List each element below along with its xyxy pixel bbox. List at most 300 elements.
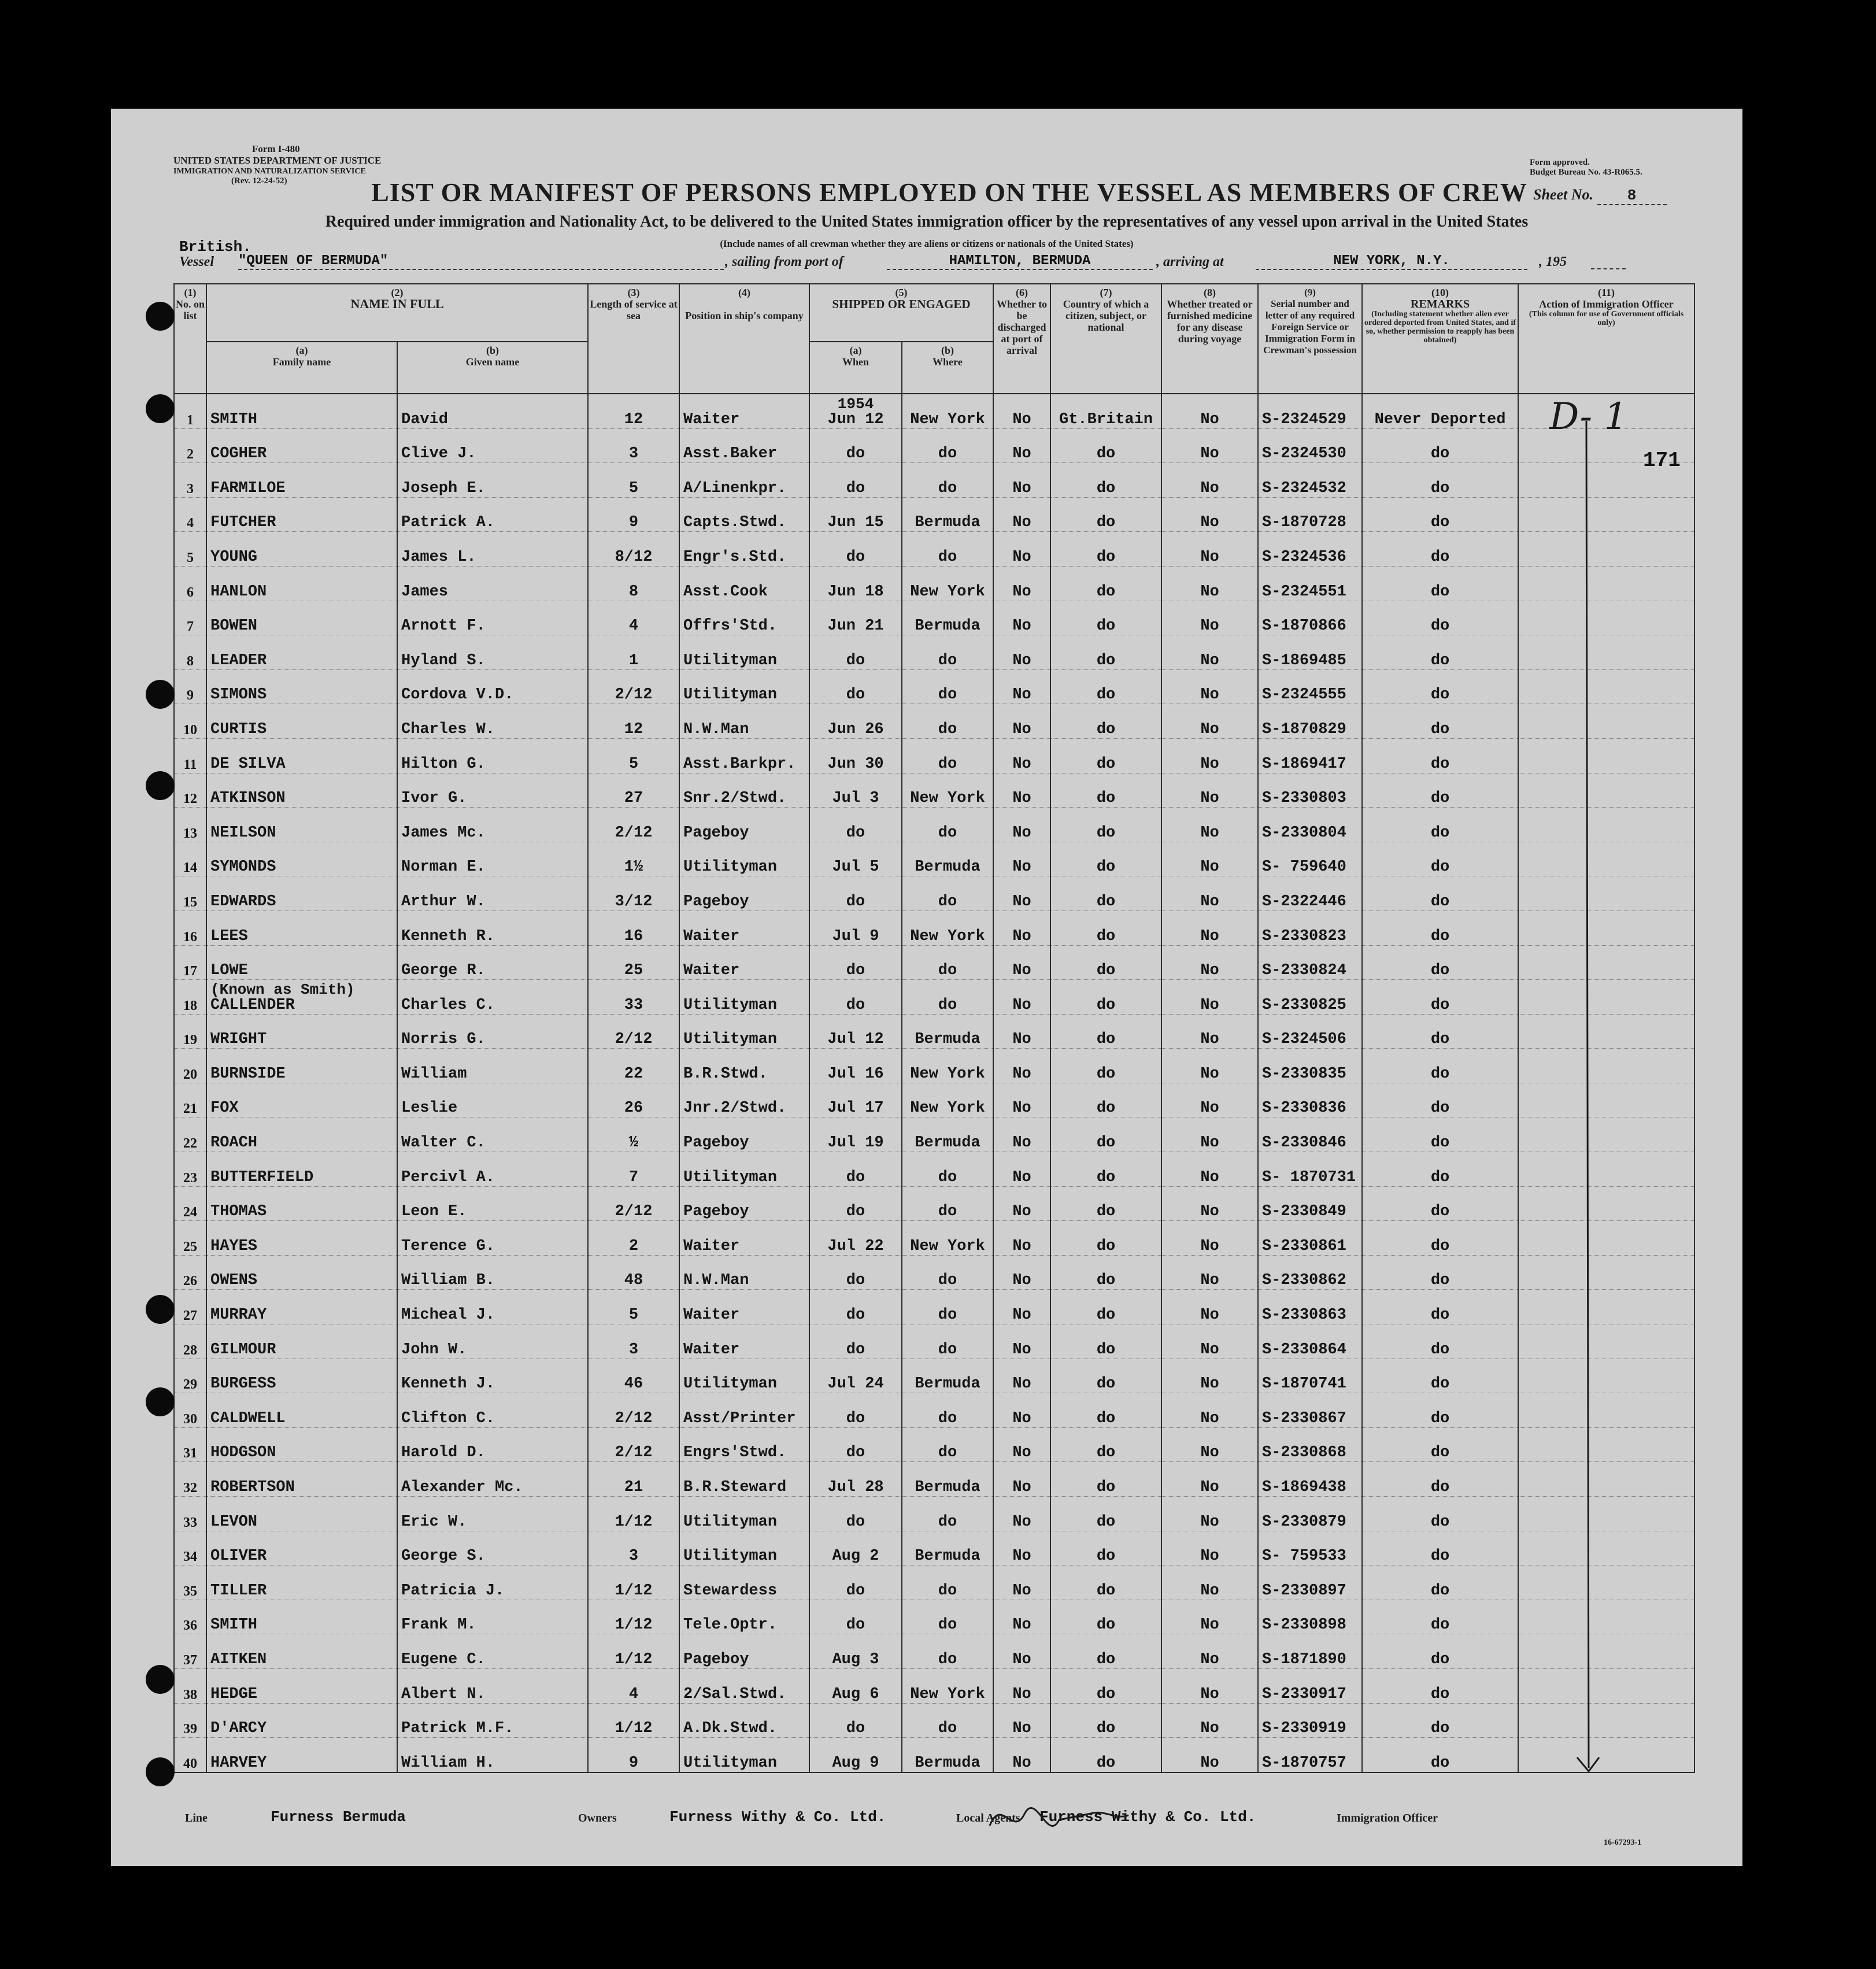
position: Asst.Barkpr.: [679, 738, 809, 773]
medicine: No: [1161, 428, 1258, 463]
country: do: [1050, 1221, 1161, 1256]
row-number: 27: [174, 1290, 206, 1324]
given-name: Arthur W.: [397, 876, 588, 911]
row-number: 9: [174, 669, 206, 704]
position: Utilityman: [679, 1497, 809, 1531]
family-name: BUTTERFIELD: [206, 1152, 397, 1187]
shipped-where: do: [902, 704, 993, 739]
remarks: do: [1362, 1427, 1518, 1462]
vessel-name: "QUEEN OF BERMUDA": [238, 253, 724, 270]
agents-value: Furness Withy & Co. Ltd.: [1039, 1808, 1256, 1826]
medicine: No: [1161, 1531, 1258, 1565]
family-name: LEES: [206, 911, 397, 945]
remarks: do: [1362, 773, 1518, 808]
family-name: WRIGHT: [206, 1014, 397, 1049]
shipped-where: do: [902, 1634, 993, 1669]
given-name: Arnott F.: [397, 601, 588, 635]
row-number: 4: [174, 497, 206, 532]
shipped-when: Jul 17: [809, 1083, 902, 1117]
given-name: Joseph E.: [397, 463, 588, 498]
service-length: 5: [588, 463, 679, 498]
position: Utilityman: [679, 980, 809, 1015]
col-shipped-header: (5) SHIPPED OR ENGAGED: [809, 284, 993, 342]
service-length: 1/12: [588, 1600, 679, 1634]
position: Tele.Optr.: [679, 1600, 809, 1634]
serial-number: S-1869417: [1258, 738, 1362, 773]
shipped-where: New York: [902, 566, 993, 601]
row-number: 38: [174, 1668, 206, 1703]
serial-number: S-2330846: [1258, 1117, 1362, 1152]
position: Engrs'Stwd.: [679, 1427, 809, 1462]
position: Utilityman: [679, 1152, 809, 1187]
service-length: 3: [588, 1531, 679, 1565]
serial-number: S-2330836: [1258, 1083, 1362, 1117]
shipped-where: New York: [902, 911, 993, 945]
service-length: 9: [588, 1738, 679, 1772]
medicine: No: [1161, 1427, 1258, 1462]
shipped-where: New York: [902, 1083, 993, 1117]
family-name: AITKEN: [206, 1634, 397, 1669]
medicine: No: [1161, 1083, 1258, 1117]
position: A.Dk.Stwd.: [679, 1703, 809, 1738]
shipped-where: do: [902, 635, 993, 670]
serial-number: S-2330863: [1258, 1290, 1362, 1324]
service-line: IMMIGRATION AND NATURALIZATION SERVICE: [173, 167, 366, 176]
service-length: 2/12: [588, 1393, 679, 1428]
remarks: do: [1362, 1600, 1518, 1634]
country: do: [1050, 876, 1161, 911]
action-column-line: [1586, 421, 1589, 1768]
given-name: Hyland S.: [397, 635, 588, 670]
row-number: 34: [174, 1531, 206, 1565]
position: Offrs'Std.: [679, 601, 809, 635]
row-number: 23: [174, 1152, 206, 1187]
country: do: [1050, 980, 1161, 1015]
remarks: do: [1362, 601, 1518, 635]
given-name: Percivl A.: [397, 1152, 588, 1187]
medicine: No: [1161, 808, 1258, 842]
country: do: [1050, 808, 1161, 842]
position: B.R.Stwd.: [679, 1049, 809, 1083]
shipped-where: do: [902, 1152, 993, 1187]
position: Asst/Printer: [679, 1393, 809, 1428]
service-length: 5: [588, 1290, 679, 1324]
remarks: do: [1362, 1186, 1518, 1221]
medicine: No: [1161, 669, 1258, 704]
discharged: No: [993, 980, 1050, 1015]
family-name: OWENS: [206, 1255, 397, 1290]
position: 2/Sal.Stwd.: [679, 1668, 809, 1703]
remarks: do: [1362, 1117, 1518, 1152]
service-length: 26: [588, 1083, 679, 1117]
serial-number: S-2330862: [1258, 1255, 1362, 1290]
serial-number: S- 1870731: [1258, 1152, 1362, 1187]
country: do: [1050, 497, 1161, 532]
serial-number: S- 759640: [1258, 842, 1362, 876]
serial-number: S-2330824: [1258, 945, 1362, 980]
remarks: do: [1362, 532, 1518, 567]
country: do: [1050, 1049, 1161, 1083]
shipped-when: Jul 12: [809, 1014, 902, 1049]
position: Capts.Stwd.: [679, 497, 809, 532]
service-length: 9: [588, 497, 679, 532]
given-name: Micheal J.: [397, 1290, 588, 1324]
medicine: No: [1161, 842, 1258, 876]
line-value: Furness Bermuda: [271, 1808, 406, 1826]
medicine: No: [1161, 1324, 1258, 1359]
remarks: do: [1362, 1668, 1518, 1703]
serial-number: S-1870757: [1258, 1738, 1362, 1772]
row-number: 30: [174, 1393, 206, 1428]
country: do: [1050, 1600, 1161, 1634]
manifest-sheet: [111, 109, 1742, 1866]
remarks: Never Deported: [1362, 394, 1518, 428]
remarks: do: [1362, 1497, 1518, 1531]
remarks: do: [1362, 945, 1518, 980]
position: Asst.Cook: [679, 566, 809, 601]
discharged: No: [993, 876, 1050, 911]
family-name: LEADER: [206, 635, 397, 670]
given-name: Albert N.: [397, 1668, 588, 1703]
family-name: FARMILOE: [206, 463, 397, 498]
row-number: 13: [174, 808, 206, 842]
country: do: [1050, 1117, 1161, 1152]
position: Waiter: [679, 394, 809, 428]
service-length: 8: [588, 566, 679, 601]
country: do: [1050, 1427, 1161, 1462]
country: do: [1050, 911, 1161, 945]
remarks: do: [1362, 635, 1518, 670]
given-name: John W.: [397, 1324, 588, 1359]
discharged: No: [993, 808, 1050, 842]
shipped-when: do: [809, 808, 902, 842]
family-name: LOWE: [206, 945, 397, 980]
pen-marks: [111, 109, 1742, 1866]
shipped-where: Bermuda: [902, 1531, 993, 1565]
shipped-when: do: [809, 876, 902, 911]
country: do: [1050, 463, 1161, 498]
shipped-where: Bermuda: [902, 601, 993, 635]
given-name: George R.: [397, 945, 588, 980]
position: Waiter: [679, 1290, 809, 1324]
serial-number: S-2324551: [1258, 566, 1362, 601]
medicine: No: [1161, 566, 1258, 601]
row-number: 39: [174, 1703, 206, 1738]
medicine: No: [1161, 1600, 1258, 1634]
col-name-header: (2) NAME IN FULL: [206, 284, 588, 342]
year-note: 1954: [837, 395, 874, 413]
row-number: 3: [174, 463, 206, 498]
given-name: Hilton G.: [397, 738, 588, 773]
position: Waiter: [679, 1221, 809, 1256]
medicine: No: [1161, 1186, 1258, 1221]
family-name: EDWARDS: [206, 876, 397, 911]
serial-number: S-1871890: [1258, 1634, 1362, 1669]
row-number: 11: [174, 738, 206, 773]
family-name-note: (Known as Smith): [210, 980, 355, 998]
country: do: [1050, 1565, 1161, 1600]
shipped-when: do: [809, 1703, 902, 1738]
given-name: George S.: [397, 1531, 588, 1565]
agents-label: Local Agents: [956, 1812, 1020, 1824]
family-name: HEDGE: [206, 1668, 397, 1703]
family-name: D'ARCY: [206, 1703, 397, 1738]
discharged: No: [993, 911, 1050, 945]
shipped-when: do: [809, 463, 902, 498]
country: do: [1050, 1668, 1161, 1703]
sheet-number-label: Sheet No. 8: [1533, 186, 1667, 205]
serial-number: S- 759533: [1258, 1531, 1362, 1565]
col-serial-header: (9) Serial number and letter of any required Foreign Service or Immigration Form in Crewman's possession: [1258, 284, 1362, 394]
country: do: [1050, 704, 1161, 739]
discharged: No: [993, 1634, 1050, 1669]
family-name: SMITH: [206, 394, 397, 428]
country: do: [1050, 773, 1161, 808]
remarks: do: [1362, 1703, 1518, 1738]
sheet-number-value: 8: [1597, 187, 1667, 205]
arriving-label: , arriving at: [1156, 254, 1224, 269]
country: do: [1050, 1186, 1161, 1221]
given-name: Patrick A.: [397, 497, 588, 532]
medicine: No: [1161, 738, 1258, 773]
shipped-where: do: [902, 1497, 993, 1531]
row-number: 19: [174, 1014, 206, 1049]
family-name: ATKINSON: [206, 773, 397, 808]
country: do: [1050, 601, 1161, 635]
family-name-text: CALLENDER: [210, 996, 295, 1014]
service-length: 5: [588, 738, 679, 773]
position: Pageboy: [679, 1634, 809, 1669]
punch-hole: [146, 680, 175, 709]
discharged: No: [993, 1531, 1050, 1565]
family-name: HAYES: [206, 1221, 397, 1256]
service-length: 3: [588, 1324, 679, 1359]
shipped-where: do: [902, 945, 993, 980]
given-name: Norman E.: [397, 842, 588, 876]
shipped-when: Jun 30: [809, 738, 902, 773]
given-name: Patricia J.: [397, 1565, 588, 1600]
shipped-when: Aug 2: [809, 1531, 902, 1565]
serial-number: S-2330803: [1258, 773, 1362, 808]
shipped-when: Jul 16: [809, 1049, 902, 1083]
family-name: MURRAY: [206, 1290, 397, 1324]
shipped-when: Jul 28: [809, 1462, 902, 1497]
medicine: No: [1161, 1497, 1258, 1531]
shipped-where: Bermuda: [902, 1117, 993, 1152]
position: Pageboy: [679, 876, 809, 911]
shipped-where: Bermuda: [902, 1462, 993, 1497]
row-number: 16: [174, 911, 206, 945]
country: do: [1050, 1703, 1161, 1738]
punch-hole: [146, 302, 175, 331]
position: Utilityman: [679, 635, 809, 670]
given-name: Charles W.: [397, 704, 588, 739]
punch-hole: [146, 1665, 175, 1694]
position: Utilityman: [679, 1738, 809, 1772]
discharged: No: [993, 669, 1050, 704]
medicine: No: [1161, 532, 1258, 567]
department-line: UNITED STATES DEPARTMENT OF JUSTICE: [173, 155, 382, 166]
service-length: 48: [588, 1255, 679, 1290]
shipped-where: Bermuda: [902, 842, 993, 876]
serial-number: S-2324530: [1258, 428, 1362, 463]
shipped-when: Jul 9: [809, 911, 902, 945]
row-number: 2: [174, 428, 206, 463]
col-when-header: (a) When: [809, 342, 902, 394]
remarks: do: [1362, 1634, 1518, 1669]
family-name: HODGSON: [206, 1427, 397, 1462]
remarks: do: [1362, 1255, 1518, 1290]
remarks: do: [1362, 1152, 1518, 1187]
medicine: No: [1161, 1668, 1258, 1703]
subnote: (Include names of all crewman whether they are aliens or citizens or nationals of the United States): [720, 238, 1134, 249]
shipped-where: Bermuda: [902, 497, 993, 532]
country: do: [1050, 1324, 1161, 1359]
position: Jnr.2/Stwd.: [679, 1083, 809, 1117]
given-name: Kenneth R.: [397, 911, 588, 945]
row-number: 18: [174, 980, 206, 1015]
position: N.W.Man: [679, 1255, 809, 1290]
remarks: do: [1362, 1049, 1518, 1083]
row-number: 32: [174, 1462, 206, 1497]
shipped-where: Bermuda: [902, 1014, 993, 1049]
row-number: 5: [174, 532, 206, 567]
discharged: No: [993, 1324, 1050, 1359]
discharged: No: [993, 945, 1050, 980]
discharged: No: [993, 1290, 1050, 1324]
remarks: do: [1362, 1462, 1518, 1497]
country: do: [1050, 945, 1161, 980]
row-number: 25: [174, 1221, 206, 1256]
row-number: 17: [174, 945, 206, 980]
service-length: 27: [588, 773, 679, 808]
remarks: do: [1362, 1565, 1518, 1600]
page-title: LIST OR MANIFEST OF PERSONS EMPLOYED ON THE VESSEL AS MEMBERS OF CREW: [371, 177, 1527, 207]
serial-number: S-2324532: [1258, 463, 1362, 498]
serial-number: S-2330879: [1258, 1497, 1362, 1531]
position: Utilityman: [679, 1531, 809, 1565]
shipped-where: do: [902, 1324, 993, 1359]
row-number: 28: [174, 1324, 206, 1359]
row-number: 33: [174, 1497, 206, 1531]
family-name: HARVEY: [206, 1738, 397, 1772]
row-number: 36: [174, 1600, 206, 1634]
medicine: No: [1161, 601, 1258, 635]
remarks: do: [1362, 980, 1518, 1015]
shipped-when: Aug 3: [809, 1634, 902, 1669]
shipped-where: do: [902, 738, 993, 773]
family-name: GILMOUR: [206, 1324, 397, 1359]
col-given-header: (b) Given name: [397, 342, 588, 394]
row-number: 12: [174, 773, 206, 808]
given-name: Kenneth J.: [397, 1359, 588, 1393]
medicine: No: [1161, 980, 1258, 1015]
shipped-where: do: [902, 876, 993, 911]
service-length: 4: [588, 1668, 679, 1703]
given-name: Cordova V.D.: [397, 669, 588, 704]
remarks: do: [1362, 842, 1518, 876]
serial-number: S-2330897: [1258, 1565, 1362, 1600]
budget-bureau: Budget Bureau No. 43-R065.5.: [1530, 168, 1642, 177]
position: Asst.Baker: [679, 428, 809, 463]
service-length: 2/12: [588, 1427, 679, 1462]
discharged: No: [993, 1668, 1050, 1703]
discharged: No: [993, 532, 1050, 567]
punch-hole: [146, 1387, 175, 1416]
given-name: Eric W.: [397, 1497, 588, 1531]
discharged: No: [993, 1186, 1050, 1221]
country: do: [1050, 566, 1161, 601]
remarks: do: [1362, 1393, 1518, 1428]
shipped-when: do: [809, 1497, 902, 1531]
serial-number: S-2322446: [1258, 876, 1362, 911]
discharged: No: [993, 1117, 1050, 1152]
medicine: No: [1161, 1152, 1258, 1187]
owners-value: Furness Withy & Co. Ltd.: [669, 1808, 886, 1826]
row-number: 24: [174, 1186, 206, 1221]
serial-number: S-2330864: [1258, 1324, 1362, 1359]
given-name: Norris G.: [397, 1014, 588, 1049]
given-name: Frank M.: [397, 1600, 588, 1634]
medicine: No: [1161, 1290, 1258, 1324]
discharged: No: [993, 601, 1050, 635]
position: A/Linenkpr.: [679, 463, 809, 498]
medicine: No: [1161, 497, 1258, 532]
given-name: James L.: [397, 532, 588, 567]
subtitle: Required under immigration and Nationality Act, to be delivered to the United States immigration officer by the representatives of any vessel upon arrival in the United States: [325, 213, 1529, 231]
medicine: No: [1161, 1255, 1258, 1290]
remarks: do: [1362, 1014, 1518, 1049]
service-length: 1: [588, 635, 679, 670]
serial-number: S-2330898: [1258, 1600, 1362, 1634]
discharged: No: [993, 1083, 1050, 1117]
shipped-when: do: [809, 428, 902, 463]
shipped-when: do: [809, 980, 902, 1015]
given-name: Eugene C.: [397, 1634, 588, 1669]
serial-number: S-2330835: [1258, 1049, 1362, 1083]
row-number: 15: [174, 876, 206, 911]
row-number: 21: [174, 1083, 206, 1117]
discharged: No: [993, 1393, 1050, 1428]
row-number: 7: [174, 601, 206, 635]
family-name: FUTCHER: [206, 497, 397, 532]
service-length: 2/12: [588, 1014, 679, 1049]
line-label: Line: [185, 1812, 208, 1824]
remarks: do: [1362, 1324, 1518, 1359]
country: do: [1050, 1290, 1161, 1324]
position: Pageboy: [679, 1186, 809, 1221]
given-name: Walter C.: [397, 1117, 588, 1152]
year-suffix: , 195: [1539, 254, 1567, 269]
sailing-port: HAMILTON, BERMUDA: [887, 253, 1153, 270]
row-number: 31: [174, 1427, 206, 1462]
shipped-where: do: [902, 669, 993, 704]
family-name: DE SILVA: [206, 738, 397, 773]
shipped-when: do: [809, 1565, 902, 1600]
position: Waiter: [679, 945, 809, 980]
medicine: No: [1161, 1014, 1258, 1049]
service-length: 12: [588, 394, 679, 428]
discharged: No: [993, 497, 1050, 532]
discharged: No: [993, 1600, 1050, 1634]
given-name: David: [397, 394, 588, 428]
service-length: 2/12: [588, 808, 679, 842]
family-name: SYMONDS: [206, 842, 397, 876]
col-no-header: (1) No. on list: [174, 284, 206, 394]
country: do: [1050, 1014, 1161, 1049]
given-name: William: [397, 1049, 588, 1083]
given-name: William B.: [397, 1255, 588, 1290]
